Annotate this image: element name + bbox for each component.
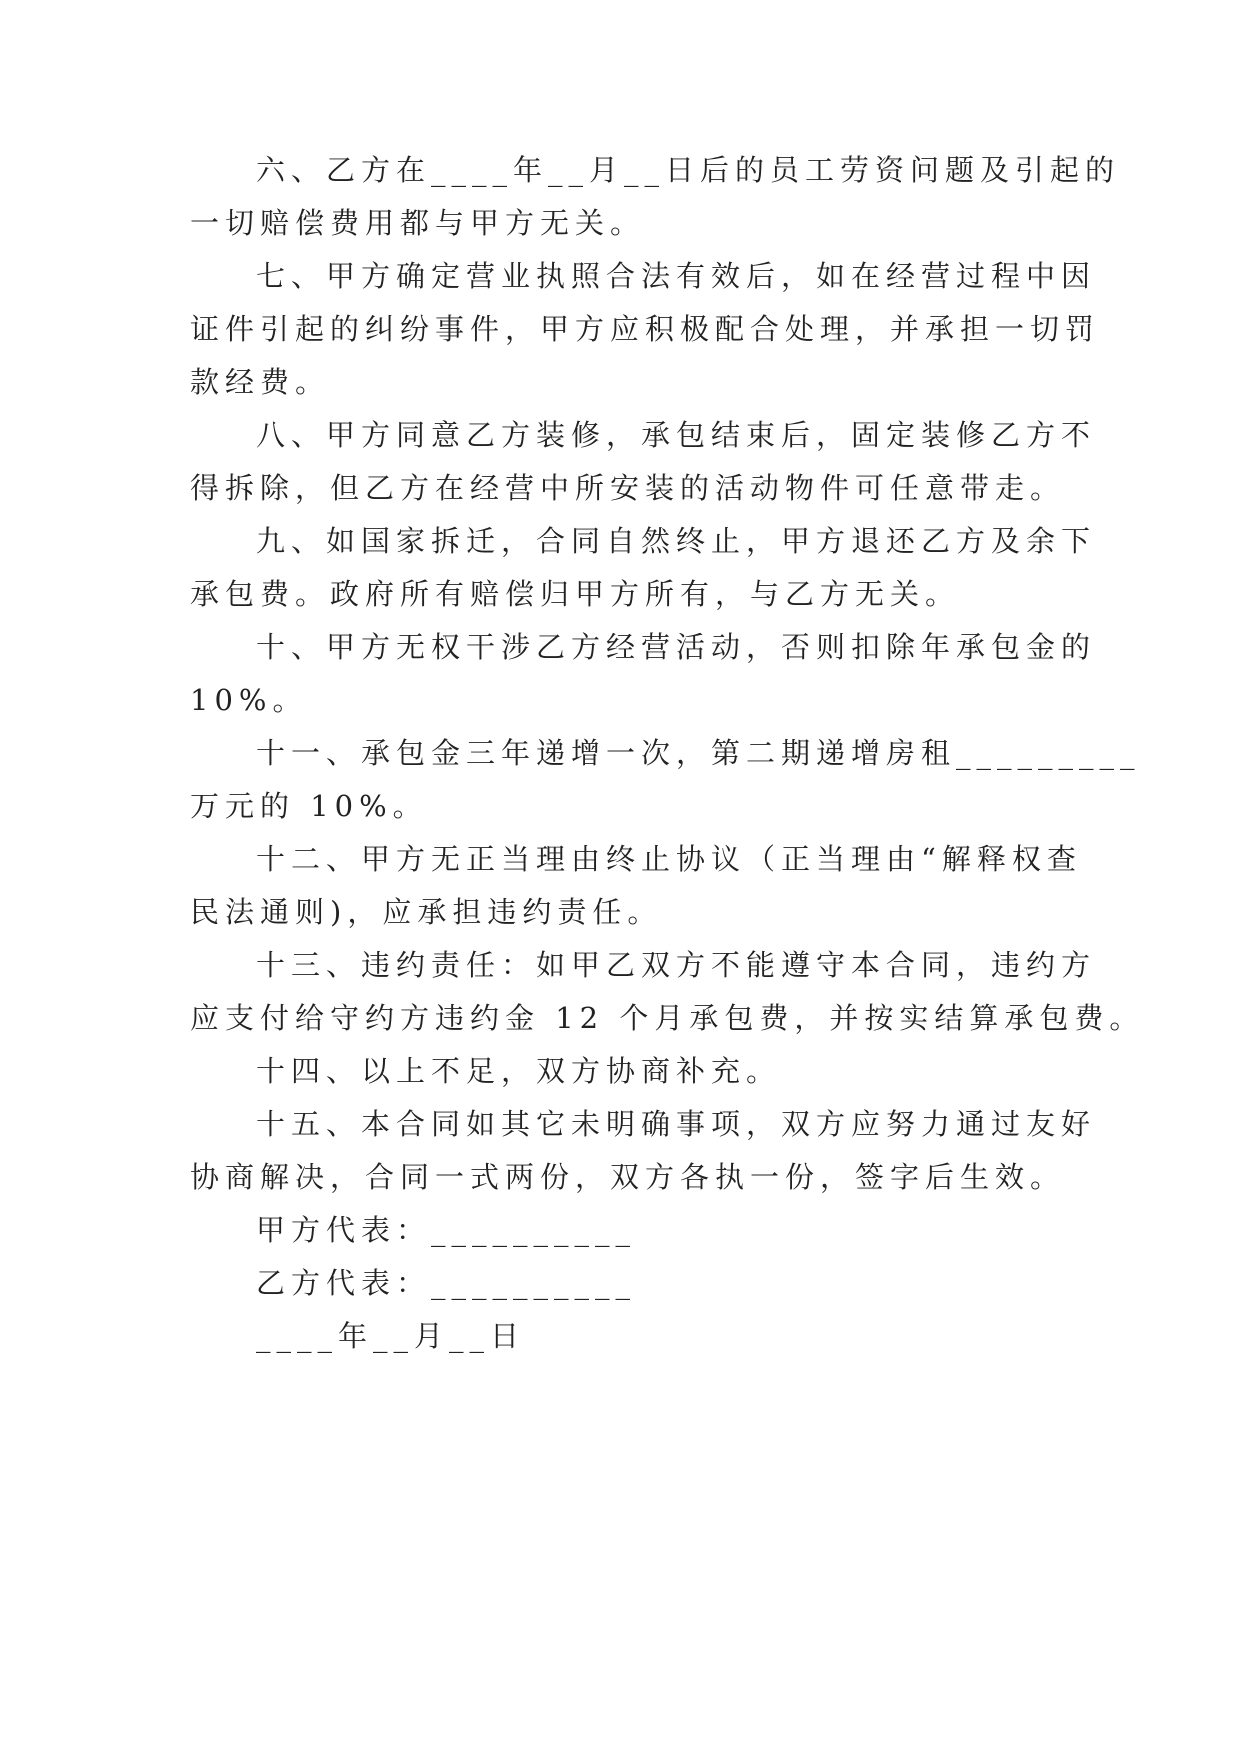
- clause-10-line-1: 十、甲方无权干涉乙方经营活动，否则扣除年承包金的: [256, 630, 1097, 664]
- clause-7-line-2: 证件引起的纠纷事件，甲方应积极配合处理，并承担一切罚: [190, 312, 1101, 346]
- clause-7-line-1: 七、甲方确定营业执照合法有效后，如在经营过程中因: [256, 259, 1097, 293]
- clause-11-line-1: 十一、承包金三年递增一次，第二期递增房租_________: [256, 736, 1141, 770]
- clause-7-line-3: 款经费。: [190, 365, 331, 399]
- signing-date: ____年__月__日: [256, 1319, 526, 1353]
- party-a-signature: 甲方代表：__________: [256, 1213, 637, 1247]
- clause-15-line-1: 十五、本合同如其它未明确事项，双方应努力通过友好: [256, 1107, 1097, 1141]
- clause-6-line-2: 一切赔偿费用都与甲方无关。: [190, 206, 646, 240]
- clause-13-line-1: 十三、违约责任：如甲乙双方不能遵守本合同，违约方: [256, 948, 1097, 982]
- clause-9-line-1: 九、如国家拆迁，合同自然终止，甲方退还乙方及余下: [256, 524, 1097, 558]
- clause-8-line-2: 得拆除，但乙方在经营中所安装的活动物件可任意带走。: [190, 471, 1066, 505]
- clause-12-line-2: 民法通则)，应承担违约责任。: [190, 895, 663, 929]
- clause-14-line-1: 十四、以上不足，双方协商补充。: [256, 1054, 782, 1088]
- clause-12-line-1: 十二、甲方无正当理由终止协议（正当理由“解释权查: [256, 842, 1082, 876]
- clause-9-line-2: 承包费。政府所有赔偿归甲方所有，与乙方无关。: [190, 577, 961, 611]
- clause-6-line-1: 六、乙方在____年__月__日后的员工劳资问题及引起的: [256, 153, 1121, 187]
- clause-13-line-2: 应支付给守约方违约金 12 个月承包费，并按实结算承包费。: [190, 1001, 1145, 1035]
- clause-15-line-2: 协商解决，合同一式两份，双方各执一份，签字后生效。: [190, 1160, 1066, 1194]
- clause-11-line-2: 万元的 10%。: [190, 789, 428, 823]
- party-b-signature: 乙方代表：__________: [256, 1266, 637, 1300]
- clause-10-line-2: 10%。: [190, 683, 308, 717]
- clause-8-line-1: 八、甲方同意乙方装修，承包结束后，固定装修乙方不: [256, 418, 1097, 452]
